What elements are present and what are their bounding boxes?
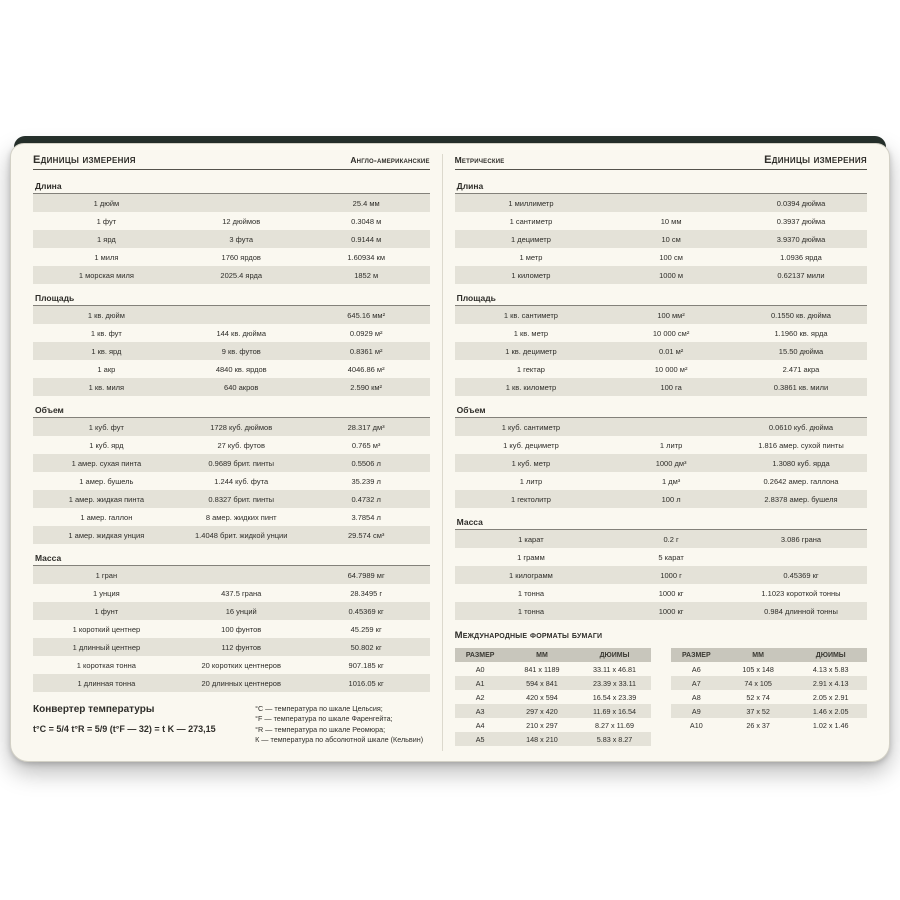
paper-table-a6-a10 [671, 648, 867, 746]
paper-table-header [671, 648, 867, 662]
table-row [455, 306, 867, 324]
table-row [33, 490, 430, 508]
table-cell: 144 кв. дюйма [216, 328, 266, 338]
table-cell: A3 [475, 706, 485, 716]
table-row [33, 194, 430, 212]
table-cell: 1 унция [93, 588, 120, 598]
table-cell: 0.765 м³ [351, 440, 381, 450]
table-cell: 16 унций [225, 606, 257, 616]
table-row [455, 194, 867, 212]
table-cell: 1 куб. сантиметр [501, 422, 561, 432]
table-cell: 1 килограмм [509, 570, 553, 580]
section-volume-imperial [33, 402, 430, 544]
temperature-converter [33, 702, 430, 746]
table-cell: 0.0394 дюйма [776, 198, 826, 208]
column-header-inches: ДЮЙМЫ [815, 651, 846, 659]
table-cell: 1 литр [519, 476, 543, 486]
table-row [33, 306, 430, 324]
section-title: Масса [455, 514, 867, 530]
table-cell: 112 фунтов [221, 642, 261, 652]
table-row [33, 472, 430, 490]
table-cell: 28.3495 г [350, 588, 383, 598]
table-cell: 1.1023 короткой тонны [761, 588, 841, 598]
temperature-formula: t°C = 5/4 t°R = 5/9 (t°F — 32) = t K — 273,15 [33, 724, 216, 734]
table-cell: 1 фут [96, 216, 117, 226]
column-header-inches: ДЮЙМЫ [599, 651, 630, 659]
table-cell: 1 морская миля [78, 270, 134, 280]
table-cell: 1 литр [659, 440, 683, 450]
conversion-table [455, 194, 867, 284]
table-cell: A9 [691, 706, 701, 716]
table-cell: 1 куб. ярд [89, 440, 124, 450]
section-title: Площадь [33, 290, 430, 306]
table-cell: 3 фута [229, 234, 254, 244]
table-cell: 1 дециметр [510, 234, 551, 244]
table-cell: 12 дюймов [222, 216, 261, 226]
table-row [455, 732, 651, 746]
table-cell: 27 куб. футов [217, 440, 265, 450]
table-row [455, 530, 867, 548]
table-row [455, 266, 867, 284]
table-cell: 28.317 дм³ [347, 422, 385, 432]
table-cell: 1 амер. жидкая пинта [68, 494, 145, 504]
table-cell: 645.16 мм² [347, 310, 386, 320]
table-cell: 100 мм² [657, 310, 685, 320]
table-row [33, 212, 430, 230]
table-cell: 841 x 1189 [524, 664, 560, 674]
table-cell: 23.39 x 33.11 [593, 678, 637, 688]
table-cell: 1728 куб. дюймов [210, 422, 273, 432]
table-row [33, 266, 430, 284]
section-title: Объем [455, 402, 867, 418]
table-cell: 148 x 210 [526, 734, 558, 744]
table-row [455, 662, 651, 676]
table-cell: 0.9144 м [351, 234, 382, 244]
table-cell: 907.185 кг [348, 660, 384, 670]
table-cell: 1 метр [519, 252, 543, 262]
table-cell: A10 [689, 720, 703, 730]
table-cell: A8 [691, 692, 701, 702]
table-cell: 5 карат [658, 552, 684, 562]
table-cell: 33.11 x 46.81 [593, 664, 637, 674]
section-volume-metric [455, 402, 867, 508]
table-row [455, 342, 867, 360]
temperature-notes [255, 702, 430, 746]
table-cell: 297 x 420 [526, 706, 558, 716]
temperature-note: °R — температура по шкале Реомюра; [255, 724, 386, 734]
table-cell: 640 акров [224, 382, 259, 392]
table-cell: A6 [691, 664, 701, 674]
conversion-table [455, 418, 867, 508]
table-cell: 10 000 м² [654, 364, 688, 374]
section-mass-imperial [33, 550, 430, 692]
paper-table-a0-a5 [455, 648, 651, 746]
table-cell: 100 см [659, 252, 683, 262]
table-cell: 45.259 кг [350, 624, 382, 634]
table-cell: 2.91 x 4.13 [812, 678, 849, 688]
table-cell: 1.46 x 2.05 [812, 706, 849, 716]
table-cell: 1 короткая тонна [76, 660, 136, 670]
table-row [33, 526, 430, 544]
section-mass-metric [455, 514, 867, 620]
units-system-label: Англо-американские [350, 155, 430, 165]
table-cell: 1 ярд [97, 234, 116, 244]
temperature-note: °C — температура по шкале Цельсия; [255, 704, 383, 713]
table-cell: 64.7989 мг [347, 570, 385, 580]
table-cell: 1852 м [354, 270, 379, 280]
table-cell: 1 сантиметр [509, 216, 553, 226]
table-cell: 15.50 дюйма [778, 346, 824, 356]
table-cell: 1 короткий центнер [72, 624, 141, 634]
column-header-size: РАЗМЕР [681, 651, 711, 659]
table-cell: 0.62137 мили [777, 270, 825, 280]
table-cell: 2.8378 амер. бушеля [764, 494, 838, 504]
table-cell: 8 амер. жидких пинт [205, 512, 277, 522]
table-row [33, 638, 430, 656]
table-row [455, 418, 867, 436]
table-row [33, 324, 430, 342]
table-cell: 2.05 x 2.91 [812, 692, 849, 702]
table-cell: 52 x 74 [746, 692, 770, 702]
conversion-table [33, 418, 430, 544]
table-cell: 20 длинных центнеров [201, 678, 281, 688]
temperature-note: °F — температура по шкале Фаренгейта; [255, 714, 393, 724]
table-cell: 50.802 кг [350, 642, 382, 652]
table-cell: 3.7854 л [351, 512, 381, 522]
table-row [671, 676, 867, 690]
table-cell: 1 куб. дециметр [503, 440, 559, 450]
table-row [33, 566, 430, 584]
table-cell: 594 x 841 [526, 678, 558, 688]
table-cell: 0.3048 м [351, 216, 382, 226]
table-cell: 4046.86 м² [347, 364, 385, 374]
paper-table-body [671, 662, 867, 732]
table-cell: A7 [691, 678, 701, 688]
temperature-title: Конвертер температуры [33, 704, 155, 715]
section-title: Масса [33, 550, 430, 566]
table-cell: 4.13 x 5.83 [812, 664, 849, 674]
table-cell: 11.69 x 16.54 [593, 706, 637, 716]
table-cell: 1000 м [659, 270, 684, 280]
table-cell: 1 кв. метр [513, 328, 549, 338]
section-length-imperial [33, 178, 430, 284]
table-cell: 1.3080 куб. ярда [772, 458, 830, 468]
paper-formats-title: Международные форматы бумаги [454, 630, 603, 641]
table-row [33, 360, 430, 378]
page-title: Единицы измерения [764, 154, 867, 166]
table-cell: 1.60934 км [347, 252, 385, 262]
table-row [33, 674, 430, 692]
table-cell: 5.83 x 8.27 [596, 734, 633, 744]
table-cell: A2 [475, 692, 485, 702]
table-row [33, 656, 430, 674]
table-row [455, 704, 651, 718]
paper-table-header [455, 648, 651, 662]
table-row [455, 676, 651, 690]
table-cell: 1.1960 кв. ярда [774, 328, 828, 338]
table-row [33, 454, 430, 472]
paper-table-body [455, 662, 651, 746]
table-cell: 1 кв. дюйм [87, 310, 125, 320]
table-cell: 29.574 см³ [347, 530, 385, 540]
table-cell: A0 [475, 664, 485, 674]
table-cell: 1000 кг [658, 606, 684, 616]
table-cell: 1 куб. фут [88, 422, 124, 432]
table-row [33, 602, 430, 620]
table-cell: 0.45369 кг [348, 606, 384, 616]
table-cell: 1000 дм³ [655, 458, 687, 468]
table-row [33, 436, 430, 454]
table-row [455, 360, 867, 378]
table-cell: 1 грамм [517, 552, 545, 562]
reference-page [10, 143, 890, 762]
table-row [455, 472, 867, 490]
table-cell: 1 миля [94, 252, 119, 262]
table-cell: 1 тонна [517, 588, 545, 598]
table-cell: 1 кв. сантиметр [503, 310, 558, 320]
table-cell: 1000 г [660, 570, 682, 580]
table-cell: 0.01 м² [658, 346, 684, 356]
table-cell: 210 x 297 [526, 720, 558, 730]
right-page-header [455, 154, 867, 170]
conversion-table [33, 566, 430, 692]
table-row [33, 378, 430, 396]
table-cell: 37 x 52 [746, 706, 770, 716]
table-row [455, 566, 867, 584]
table-row [455, 212, 867, 230]
table-cell: 0.8327 брит. пинты [208, 494, 275, 504]
table-cell: 1.0936 ярда [780, 252, 822, 262]
table-cell: 9 кв. футов [221, 346, 261, 356]
table-cell: 1 гектолитр [510, 494, 551, 504]
left-page-header [33, 154, 430, 170]
table-row [33, 584, 430, 602]
left-page [33, 154, 442, 751]
table-cell: 0.0929 м² [349, 328, 383, 338]
table-cell: 0.984 длинной тонны [764, 606, 838, 616]
table-row [33, 230, 430, 248]
conversion-table [455, 306, 867, 396]
table-cell: 2.590 км² [350, 382, 383, 392]
table-cell: 0.2 г [663, 534, 679, 544]
table-cell: 1 кв. миля [88, 382, 125, 392]
table-cell: 1.02 x 1.46 [812, 720, 849, 730]
table-cell: 1 куб. метр [511, 458, 551, 468]
table-cell: 35.239 л [351, 476, 381, 486]
paper-formats [455, 630, 867, 746]
table-row [671, 690, 867, 704]
table-row [671, 704, 867, 718]
table-row [455, 490, 867, 508]
table-row [455, 436, 867, 454]
table-cell: 100 л [661, 494, 681, 504]
table-cell: 3.9370 дюйма [776, 234, 826, 244]
page-title: Единицы измерения [33, 154, 136, 166]
table-cell: 1 амер. галлон [80, 512, 133, 522]
units-system-label: Метрические [454, 155, 505, 165]
table-cell: A1 [475, 678, 485, 688]
temperature-converter-main [33, 702, 255, 746]
table-cell: 0.3861 кв. мили [773, 382, 829, 392]
table-cell: 1 фунт [94, 606, 119, 616]
table-row [33, 620, 430, 638]
table-cell: 2025.4 ярда [220, 270, 263, 280]
table-cell: 1 миллиметр [508, 198, 554, 208]
section-title: Объем [33, 402, 430, 418]
table-row [33, 508, 430, 526]
section-title: Длина [455, 178, 867, 194]
table-cell: 1760 ярдов [221, 252, 261, 262]
conversion-table [455, 530, 867, 620]
table-row [455, 548, 867, 566]
table-cell: 8.27 x 11.69 [595, 720, 635, 730]
table-cell: 10 мм [660, 216, 682, 226]
table-cell: 0.4732 л [351, 494, 381, 504]
table-cell: 20 коротких центнеров [201, 660, 281, 670]
table-cell: 10 см [661, 234, 681, 244]
table-cell: 10 000 см² [652, 328, 690, 338]
table-row [455, 718, 651, 732]
table-cell: 1 кв. километр [505, 382, 557, 392]
table-cell: 1 гектар [516, 364, 545, 374]
table-row [455, 690, 651, 704]
table-cell: 1 километр [511, 270, 551, 280]
table-row [455, 378, 867, 396]
table-row [455, 584, 867, 602]
table-row [671, 718, 867, 732]
temperature-note: К — температура по абсолютной шкале (Кельвин) [255, 735, 424, 745]
paper-format-tables [455, 648, 867, 746]
table-cell: A5 [475, 734, 485, 744]
conversion-table [33, 194, 430, 284]
section-title: Площадь [455, 290, 867, 306]
table-cell: 3.086 грана [780, 534, 822, 544]
table-cell: 1 кв. фут [90, 328, 122, 338]
table-cell: 0.9689 брит. пинты [208, 458, 275, 468]
table-cell: 0.8361 м² [349, 346, 383, 356]
section-length-metric [455, 178, 867, 284]
column-header-mm: ММ [752, 651, 764, 659]
table-cell: 1 дюйм [93, 198, 120, 208]
table-cell: 100 га [660, 382, 682, 392]
table-cell: 1016.05 кг [348, 678, 384, 688]
table-row [455, 248, 867, 266]
table-cell: 437.5 грана [221, 588, 262, 598]
table-cell: 0.0610 куб. дюйма [768, 422, 834, 432]
table-cell: 1 гран [95, 570, 118, 580]
table-row [455, 454, 867, 472]
table-cell: 100 фунтов [221, 624, 262, 634]
table-row [33, 248, 430, 266]
section-area-imperial [33, 290, 430, 396]
table-cell: 4840 кв. ярдов [215, 364, 267, 374]
right-page [442, 154, 867, 751]
table-cell: 1 длинная тонна [77, 678, 136, 688]
table-cell: 0.2642 амер. галлона [763, 476, 839, 486]
table-row [671, 662, 867, 676]
table-cell: 1 кв. ярд [91, 346, 122, 356]
table-cell: 1 тонна [517, 606, 545, 616]
table-cell: 1 амер. сухая пинта [71, 458, 142, 468]
table-cell: A4 [475, 720, 485, 730]
table-cell: 1 длинный центнер [72, 642, 141, 652]
table-cell: 1.816 амер. сухой пинты [758, 440, 844, 450]
table-row [455, 602, 867, 620]
table-cell: 1000 кг [658, 588, 684, 598]
table-row [455, 324, 867, 342]
section-area-metric [455, 290, 867, 396]
conversion-table [33, 306, 430, 396]
table-cell: 105 x 148 [742, 664, 774, 674]
table-cell: 0.3937 дюйма [776, 216, 826, 226]
table-cell: 0.45369 кг [783, 570, 819, 580]
section-title: Длина [33, 178, 430, 194]
table-cell: 0.5506 л [351, 458, 381, 468]
table-cell: 1 амер. бушель [79, 476, 134, 486]
column-header-size: РАЗМЕР [465, 651, 495, 659]
diary-spread [10, 136, 890, 762]
table-cell: 16.54 x 23.39 [592, 692, 637, 702]
table-cell: 1 акр [97, 364, 116, 374]
table-cell: 1.244 куб. фута [214, 476, 269, 486]
table-cell: 74 x 105 [744, 678, 772, 688]
table-cell: 1.4048 брит. жидкой унции [195, 530, 288, 540]
table-row [33, 418, 430, 436]
table-cell: 1 дм³ [661, 476, 681, 486]
table-cell: 1 карат [518, 534, 544, 544]
table-cell: 26 x 37 [746, 720, 770, 730]
column-header-mm: ММ [536, 651, 548, 659]
table-cell: 0.1550 кв. дюйма [770, 310, 831, 320]
table-cell: 25.4 мм [352, 198, 380, 208]
table-cell: 1 кв. дециметр [505, 346, 557, 356]
table-row [455, 230, 867, 248]
table-cell: 2.471 акра [782, 364, 820, 374]
table-row [33, 342, 430, 360]
table-cell: 420 x 594 [526, 692, 558, 702]
table-cell: 1 амер. жидкая унция [68, 530, 145, 540]
